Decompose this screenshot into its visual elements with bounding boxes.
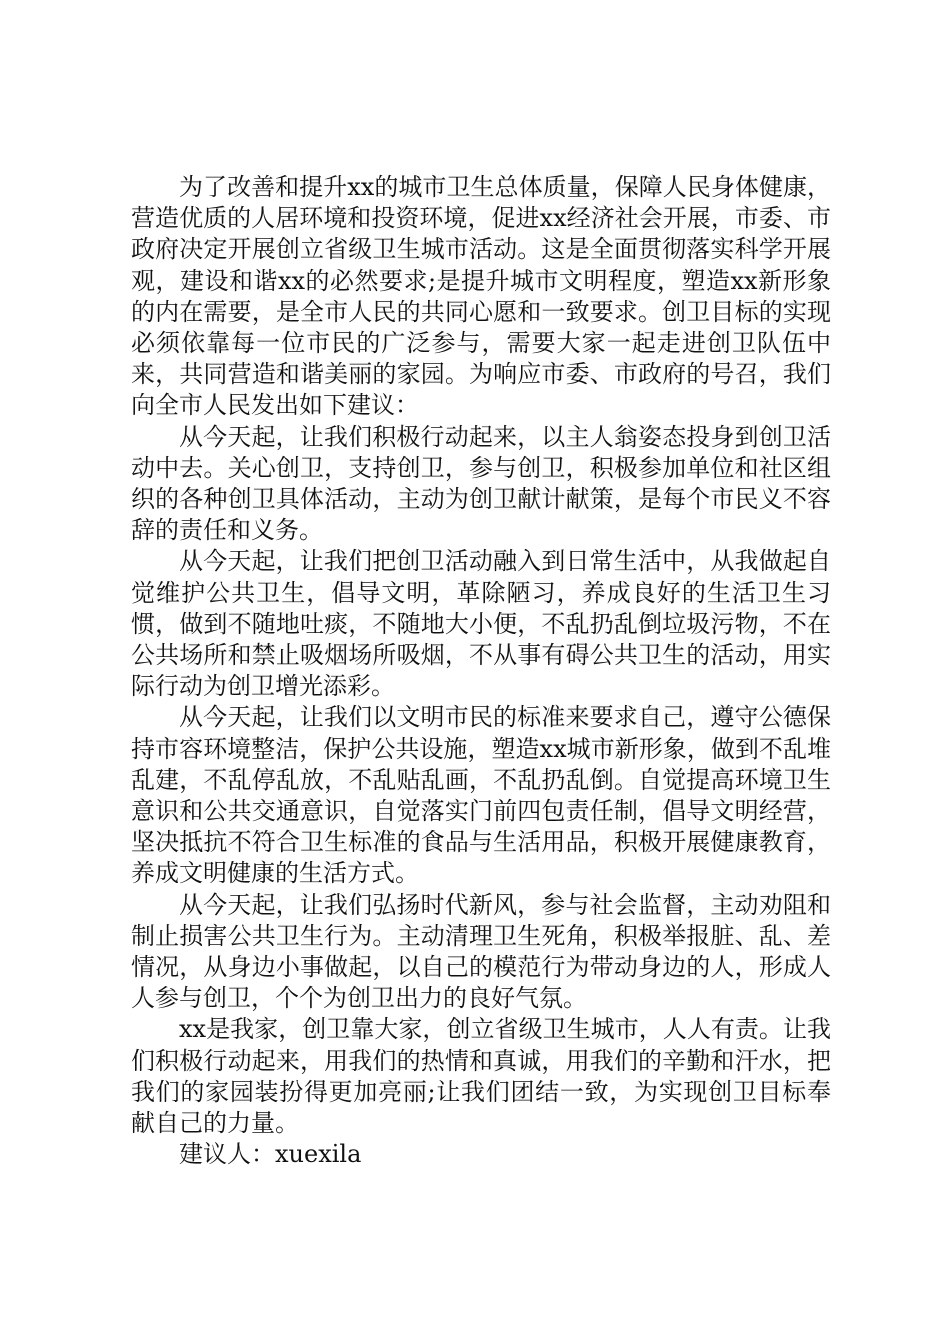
paragraph-action-2: 从今天起，让我们把创卫活动融入到日常生活中，从我做起自觉维护公共卫生，倡导文明，革除陋习，养成良好的生活卫生习惯，做到不随地吐痰，不随地大小便，不乱扔乱倒垃圾污物，不在公共场所和禁止吸烟场所吸烟，不从事有碍公共卫生的活动，用实际行动为创卫增光添彩。 [131,547,831,701]
signature-line: 建议人：xuexila [179,1140,362,1169]
paragraph-intro: 为了改善和提升xx的城市卫生总体质量，保障人民身体健康，营造优质的人居环境和投资环境，促进xx经济社会开展，市委、市政府决定开展创立省级卫生城市活动。这是全面贯彻落实科学开展观，建设和谐xx的必然要求;是提升城市文明程度，塑造xx新形象的内在需要，是全市人民的共同心愿和一致要求。创卫目标的实现必须依靠每一位市民的广泛参与，需要大家一起走进创卫队伍中来，共同营造和谐美丽的家园。为响应市委、市政府的号召，我们向全市人民发出如下建议： [131,173,831,420]
paragraph-action-3: 从今天起，让我们以文明市民的标准来要求自己，遵守公德保持市容环境整洁，保护公共设施，塑造xx城市新形象，做到不乱堆乱建，不乱停乱放，不乱贴乱画，不乱扔乱倒。自觉提高环境卫生意识和公共交通意识，自觉落实门前四包责任制，倡导文明经营，坚决抵抗不符合卫生标准的食品与生活用品，积极开展健康教育，养成文明健康的生活方式。 [131,703,831,888]
document-body [131,172,831,1171]
paragraph-action-1: 从今天起，让我们积极行动起来，以主人翁姿态投身到创卫活动中去。关心创卫，支持创卫，参与创卫，积极参加单位和社区组织的各种创卫具体活动，主动为创卫献计献策，是每个市民义不容辞的责任和义务。 [131,422,831,545]
paragraph-action-4: 从今天起，让我们弘扬时代新风，参与社会监督，主动劝阻和制止损害公共卫生行为。主动清理卫生死角，积极举报脏、乱、差情况，从身边小事做起，以自己的模范行为带动身边的人，形成人人参与创卫，个个为创卫出力的良好气氛。 [131,890,831,1013]
paragraph-conclusion: xx是我家，创卫靠大家，创立省级卫生城市，人人有责。让我们积极行动起来，用我们的热情和真诚，用我们的辛勤和汗水，把我们的家园装扮得更加亮丽;让我们团结一致，为实现创卫目标奉献自己的力量。 [131,1015,831,1138]
